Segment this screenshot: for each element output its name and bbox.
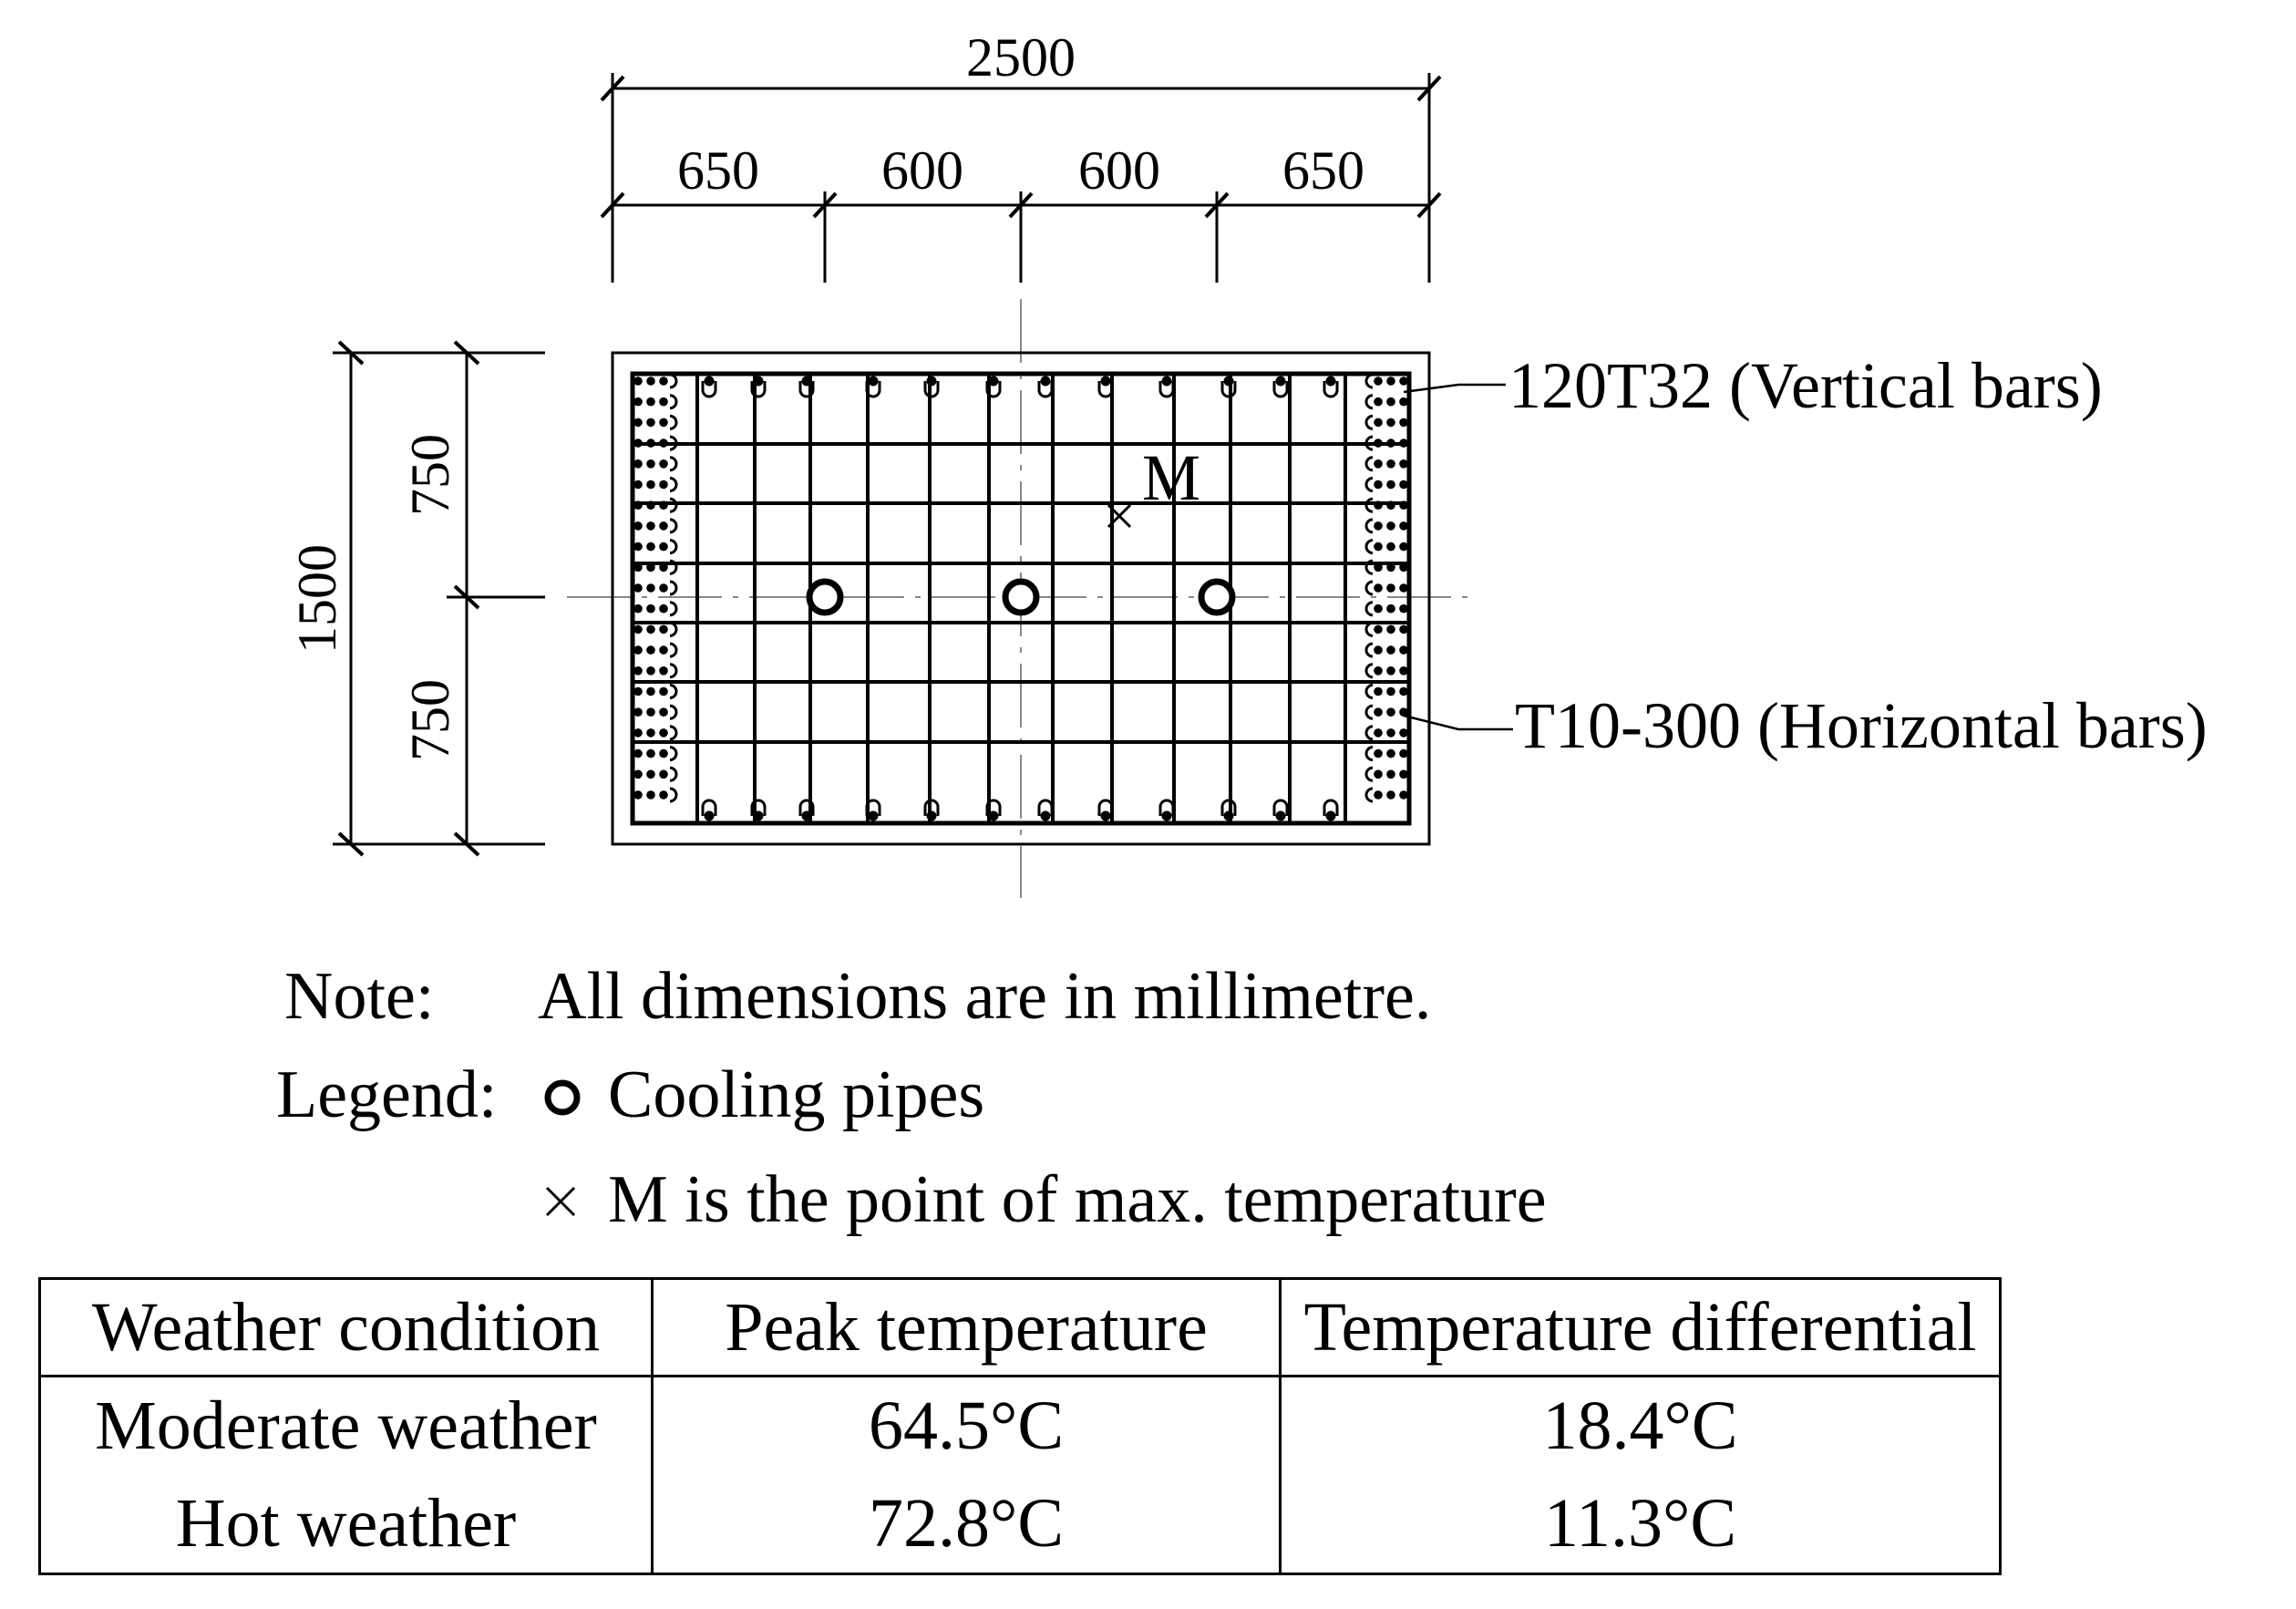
horizontal-bars-label: T10-300 (Horizontal bars)	[1515, 689, 2208, 762]
vertical-bar-dot	[646, 542, 655, 552]
vertical-bar-dot	[646, 438, 655, 448]
vertical-bar-dot	[1399, 500, 1408, 510]
vertical-bar-dot	[1386, 790, 1395, 799]
vertical-bar-dot	[646, 480, 655, 490]
table-cell: 18.4°C	[1281, 1377, 2001, 1476]
vertical-bar-dot	[1399, 604, 1408, 614]
cooling-pipe	[1201, 582, 1232, 613]
vertical-bar-dot	[646, 500, 655, 510]
vertical-bar-dot	[633, 397, 643, 407]
link-hook	[670, 706, 676, 718]
link-hook	[670, 416, 676, 428]
link-hook	[670, 458, 676, 470]
link-hook	[1366, 686, 1373, 698]
legend-pipes-text: Cooling pipes	[608, 1057, 985, 1132]
vertical-bar-dot	[1374, 418, 1383, 428]
vertical-bar-dot	[646, 749, 655, 758]
vertical-bar-dot	[633, 770, 643, 779]
vertical-bar-dot	[1386, 459, 1395, 469]
vertical-bar-dot	[646, 770, 655, 779]
vertical-bar-dot	[1374, 438, 1383, 448]
vertical-bar-dot	[869, 376, 879, 387]
link-hook	[670, 768, 676, 780]
half-height-label: 750	[400, 679, 460, 761]
table-header-cell: Temperature differential	[1281, 1279, 2001, 1377]
link-hook	[670, 623, 676, 635]
link-hook	[1366, 375, 1373, 387]
vertical-bar-dot	[1399, 397, 1408, 407]
cooling-pipe	[1005, 582, 1036, 613]
vertical-bar-dot	[1326, 376, 1336, 387]
vertical-bar-dot	[659, 418, 668, 428]
vertical-bar-dot	[659, 563, 668, 572]
vertical-bar-dot	[1386, 687, 1395, 696]
vertical-bar-dot	[1374, 521, 1383, 531]
vertical-bar-dot	[1374, 500, 1383, 510]
table-cell: 64.5°C	[653, 1377, 1281, 1476]
cooling-pipe-legend-icon	[548, 1083, 577, 1112]
vertical-bar-dot	[1399, 438, 1408, 448]
vertical-bar-dot	[1386, 500, 1395, 510]
vertical-bar-dot	[705, 811, 715, 821]
vertical-bars-leader	[1404, 385, 1506, 392]
vertical-bar-dot	[633, 438, 643, 448]
vertical-bar-dot	[1399, 563, 1408, 572]
vertical-bar-dot	[1386, 583, 1395, 593]
link-hook	[670, 499, 676, 511]
vertical-bar-dot	[705, 376, 715, 387]
vertical-bar-dot	[659, 459, 668, 469]
note-label: Note:	[284, 959, 435, 1034]
vertical-bar-dot	[646, 521, 655, 531]
table-header-row	[40, 1279, 2001, 1377]
legend-label: Legend:	[276, 1057, 498, 1132]
link-hook	[1366, 665, 1373, 677]
vertical-bar-dot	[659, 625, 668, 634]
vertical-bar-dot	[1386, 728, 1395, 737]
link-hook	[1366, 706, 1373, 718]
vertical-bar-dot	[1101, 811, 1111, 821]
link-hook	[1366, 603, 1373, 615]
vertical-bar-dot	[1041, 376, 1051, 387]
note-text: All dimensions are in millimetre.	[538, 959, 1432, 1034]
vertical-bar-dot	[646, 666, 655, 676]
vertical-bar-dot	[646, 790, 655, 799]
link-hook	[670, 541, 676, 553]
table-header-cell: Peak temperature	[653, 1279, 1281, 1377]
vertical-bar-dot	[1386, 418, 1395, 428]
link-hook	[670, 375, 676, 387]
vertical-bar-dot	[646, 459, 655, 469]
vertical-bar-dot	[659, 687, 668, 696]
vertical-bar-dot	[1386, 707, 1395, 717]
vertical-bar-dot	[646, 418, 655, 428]
vertical-bar-dot	[1374, 770, 1383, 779]
vertical-bar-dot	[1374, 397, 1383, 407]
cooling-pipe	[809, 582, 840, 613]
vertical-bar-dot	[1399, 770, 1408, 779]
vertical-bar-dot	[633, 645, 643, 655]
link-hook	[1366, 479, 1373, 491]
link-hook	[670, 727, 676, 739]
vertical-bar-dot	[633, 728, 643, 737]
link-hook	[1366, 748, 1373, 760]
vertical-bar-dot	[633, 459, 643, 469]
vertical-bar-dot	[633, 604, 643, 614]
vertical-bar-dot	[633, 790, 643, 799]
vertical-bar-dot	[646, 625, 655, 634]
vertical-bar-dot	[633, 521, 643, 531]
vertical-bar-dot	[1374, 480, 1383, 490]
link-hook	[670, 665, 676, 677]
table-cell: 11.3°C	[1281, 1475, 2001, 1574]
vertical-bar-dot	[633, 500, 643, 510]
vertical-bar-dot	[646, 645, 655, 655]
vertical-bar-dot	[659, 728, 668, 737]
vertical-bar-dot	[1374, 583, 1383, 593]
link-hook	[670, 603, 676, 615]
vertical-bar-dot	[989, 376, 999, 387]
overall-height-label: 1500	[287, 544, 347, 654]
vertical-bar-dot	[1399, 583, 1408, 593]
legend-max-text: M is the point of max. temperature	[608, 1162, 1547, 1237]
vertical-bar-dot	[1399, 542, 1408, 552]
vertical-bar-dot	[1386, 666, 1395, 676]
vertical-bar-dot	[659, 707, 668, 717]
vertical-bar-dot	[633, 563, 643, 572]
vertical-bar-dot	[1386, 542, 1395, 552]
vertical-bar-dot	[633, 687, 643, 696]
link-hook	[1366, 582, 1373, 594]
segment-label: 600	[1078, 140, 1160, 201]
vertical-bar-dot	[646, 604, 655, 614]
overall-width-label: 2500	[966, 27, 1076, 88]
vertical-bar-dot	[1386, 480, 1395, 490]
vertical-bar-dot	[659, 749, 668, 758]
vertical-bar-dot	[927, 811, 937, 821]
vertical-bar-dot	[1386, 604, 1395, 614]
vertical-bar-dot	[1386, 521, 1395, 531]
vertical-bar-dot	[1399, 790, 1408, 799]
vertical-bar-dot	[1162, 376, 1172, 387]
link-hook	[670, 748, 676, 760]
table-row	[40, 1475, 2001, 1574]
temperature-results-table	[38, 1277, 2002, 1575]
vertical-bar-dot	[659, 376, 668, 386]
table-cell: Hot weather	[40, 1475, 653, 1574]
vertical-bar-dot	[1374, 749, 1383, 758]
half-height-label: 750	[400, 434, 460, 516]
link-hook	[1366, 623, 1373, 635]
vertical-bar-dot	[1374, 376, 1383, 386]
link-hook	[1366, 727, 1373, 739]
vertical-bar-dot	[1399, 666, 1408, 676]
vertical-bar-dot	[754, 376, 764, 387]
vertical-bar-dot	[1276, 376, 1286, 387]
link-hook	[1366, 458, 1373, 470]
vertical-bar-dot	[1224, 811, 1234, 821]
vertical-bar-dot	[659, 583, 668, 593]
link-hook	[670, 479, 676, 491]
vertical-bar-dot	[633, 625, 643, 634]
vertical-bar-dot	[1374, 563, 1383, 572]
table-row	[40, 1377, 2001, 1476]
vertical-bar-dot	[1386, 625, 1395, 634]
vertical-bar-dot	[802, 811, 812, 821]
vertical-bar-dot	[659, 790, 668, 799]
vertical-bar-dot	[1041, 811, 1051, 821]
vertical-bar-dot	[1399, 480, 1408, 490]
link-hook	[670, 789, 676, 801]
link-hook	[1366, 644, 1373, 656]
vertical-bar-dot	[646, 563, 655, 572]
vertical-bar-dot	[1326, 811, 1336, 821]
link-hook	[1366, 520, 1373, 532]
table-cell: Moderate weather	[40, 1377, 653, 1476]
vertical-bar-dot	[646, 376, 655, 386]
link-hook	[1366, 499, 1373, 511]
vertical-bar-dot	[659, 542, 668, 552]
link-hook	[670, 644, 676, 656]
vertical-bar-dot	[1399, 376, 1408, 386]
table-header-cell: Weather condition	[40, 1279, 653, 1377]
vertical-bar-dot	[1399, 625, 1408, 634]
vertical-bar-dot	[1399, 645, 1408, 655]
table-cell: 72.8°C	[653, 1475, 1281, 1574]
vertical-bar-dot	[633, 480, 643, 490]
vertical-bar-dot	[633, 749, 643, 758]
vertical-bar-dot	[1399, 728, 1408, 737]
link-hook	[670, 686, 676, 698]
vertical-bar-dot	[1276, 811, 1286, 821]
vertical-bar-dot	[646, 728, 655, 737]
vertical-bar-dot	[659, 604, 668, 614]
vertical-bar-dot	[1374, 707, 1383, 717]
link-hook	[670, 582, 676, 594]
vertical-bar-dot	[1386, 397, 1395, 407]
vertical-bar-dot	[659, 500, 668, 510]
link-hook	[1366, 396, 1373, 408]
vertical-bar-dot	[633, 418, 643, 428]
vertical-bar-dot	[1399, 418, 1408, 428]
segment-label: 650	[677, 140, 759, 201]
vertical-bar-dot	[633, 542, 643, 552]
vertical-bar-dot	[646, 707, 655, 717]
vertical-bar-dot	[633, 583, 643, 593]
vertical-bar-dot	[1386, 749, 1395, 758]
vertical-bar-dot	[1386, 645, 1395, 655]
vertical-bar-dot	[1374, 790, 1383, 799]
vertical-bar-dot	[869, 811, 879, 821]
vertical-bar-dot	[1374, 687, 1383, 696]
vertical-bar-dot	[1374, 645, 1383, 655]
vertical-bar-dot	[1399, 687, 1408, 696]
link-hook	[1366, 768, 1373, 780]
segment-label: 650	[1282, 140, 1364, 201]
vertical-bar-dot	[754, 811, 764, 821]
vertical-bar-dot	[1374, 604, 1383, 614]
vertical-bar-dot	[1386, 438, 1395, 448]
link-hook	[1366, 789, 1373, 801]
vertical-bar-dot	[1399, 749, 1408, 758]
vertical-bar-dot	[1374, 459, 1383, 469]
vertical-bar-dot	[659, 480, 668, 490]
link-hook	[670, 520, 676, 532]
vertical-bar-dot	[1374, 542, 1383, 552]
vertical-bar-dot	[659, 438, 668, 448]
vertical-bar-dot	[1374, 728, 1383, 737]
vertical-bar-dot	[1386, 376, 1395, 386]
vertical-bar-dot	[1224, 376, 1234, 387]
vertical-bar-dot	[633, 707, 643, 717]
vertical-bar-dot	[1386, 770, 1395, 779]
vertical-bar-dot	[1374, 625, 1383, 634]
vertical-bar-dot	[1101, 376, 1111, 387]
vertical-bar-dot	[646, 687, 655, 696]
vertical-bar-dot	[659, 521, 668, 531]
vertical-bar-dot	[659, 666, 668, 676]
vertical-bar-dot	[802, 376, 812, 387]
vertical-bar-dot	[1374, 666, 1383, 676]
vertical-bar-dot	[927, 376, 937, 387]
vertical-bars-label: 120T32 (Vertical bars)	[1508, 349, 2103, 422]
vertical-bar-dot	[659, 770, 668, 779]
vertical-bar-dot	[989, 811, 999, 821]
horizontal-bars-leader	[1404, 716, 1513, 729]
vertical-bar-dot	[1399, 459, 1408, 469]
vertical-bar-dot	[1399, 521, 1408, 531]
link-hook	[670, 396, 676, 408]
vertical-bar-dot	[646, 583, 655, 593]
vertical-bar-dot	[1386, 563, 1395, 572]
vertical-bar-dot	[659, 397, 668, 407]
vertical-bar-dot	[1162, 811, 1172, 821]
vertical-bar-dot	[633, 666, 643, 676]
vertical-bar-dot	[659, 645, 668, 655]
link-hook	[1366, 416, 1373, 428]
vertical-bar-dot	[646, 397, 655, 407]
vertical-bar-dot	[633, 376, 643, 386]
segment-label: 600	[881, 140, 963, 201]
max-point-label: M	[1142, 441, 1201, 514]
link-hook	[1366, 541, 1373, 553]
